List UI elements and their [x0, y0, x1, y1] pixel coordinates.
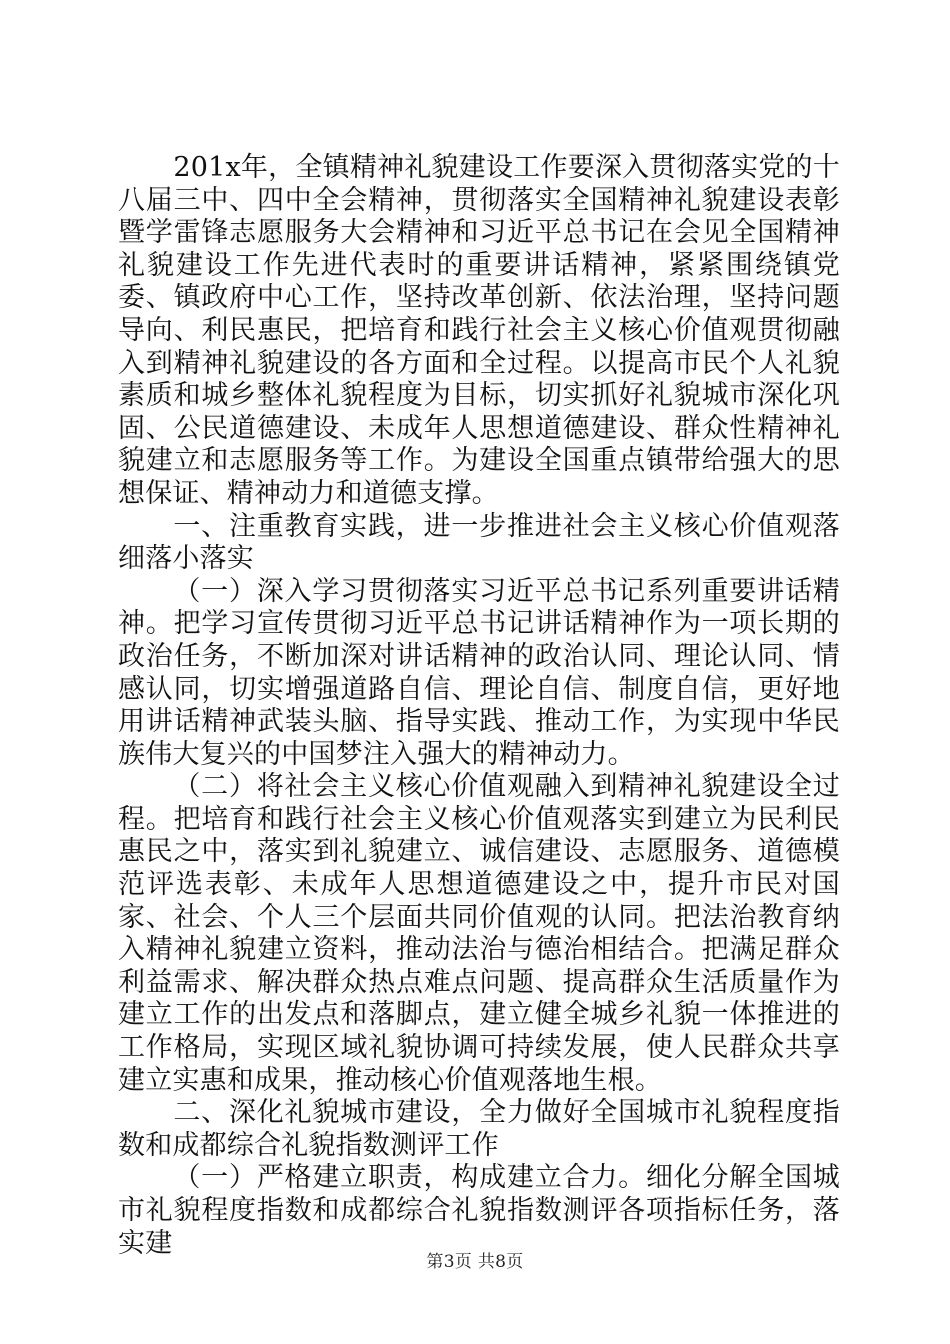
document-body: [118, 152, 840, 1260]
page-number: 第3页 共8页: [426, 1252, 524, 1272]
section-heading-2: 二、深化礼貌城市建设，全力做好全国城市礼貌程度指数和成都综合礼貌指数测评工作: [118, 1097, 840, 1161]
intro-paragraph: 201x年，全镇精神礼貌建设工作要深入贯彻落实党的十八届三中、四中全会精神，贯彻落实全国精神礼貌建设表彰暨学雷锋志愿服务大会精神和习近平总书记在会见全国精神礼貌建设工作先进代表时的重要讲话精神，紧紧围绕镇党委、镇政府中心工作，坚持改革创新、依法治理，坚持问题导向、利民惠民，把培育和践行社会主义核心价值观贯彻融入到精神礼貌建设的各方面和全过程。以提高市民个人礼貌素质和城乡整体礼貌程度为目标，切实抓好礼貌城市深化巩固、公民道德建设、未成年人思想道德建设、群众性精神礼貌建立和志愿服务等工作。为建设全国重点镇带给强大的思想保证、精神动力和道德支撑。: [118, 152, 840, 509]
subsection-paragraph-2-1: （一）严格建立职责，构成建立合力。细化分解全国城市礼貌程度指数和成都综合礼貌指数测评各项指标任务，落实建: [118, 1162, 840, 1259]
subsection-paragraph-1-2: （二）将社会主义核心价值观融入到精神礼貌建设全过程。把培育和践行社会主义核心价值观落实到建立为民利民惠民之中，落实到礼貌建立、诚信建设、志愿服务、道德模范评选表彰、未成年人思想道德建设之中，提升市民对国家、社会、个人三个层面共同价值观的认同。把法治教育纳入精神礼貌建立资料，推动法治与德治相结合。把满足群众利益需求、解决群众热点难点问题、提高群众生活质量作为建立工作的出发点和落脚点，建立健全城乡礼貌一体推进的工作格局，实现区域礼貌协调可持续发展，使人民群众共享建立实惠和成果，推动核心价值观落地生根。: [118, 771, 840, 1096]
subsection-paragraph-1-1: （一）深入学习贯彻落实习近平总书记系列重要讲话精神。把学习宣传贯彻习近平总书记讲话精神作为一项长期的政治任务，不断加深对讲话精神的政治认同、理论认同、情感认同，切实增强道路自信、理论自信、制度自信，更好地用讲话精神武装头脑、指导实践、推动工作，为实现中华民族伟大复兴的中国梦注入强大的精神动力。: [118, 575, 840, 770]
page-footer: [0, 1247, 950, 1272]
section-heading-1: 一、注重教育实践，进一步推进社会主义核心价值观落细落小落实: [118, 510, 840, 575]
